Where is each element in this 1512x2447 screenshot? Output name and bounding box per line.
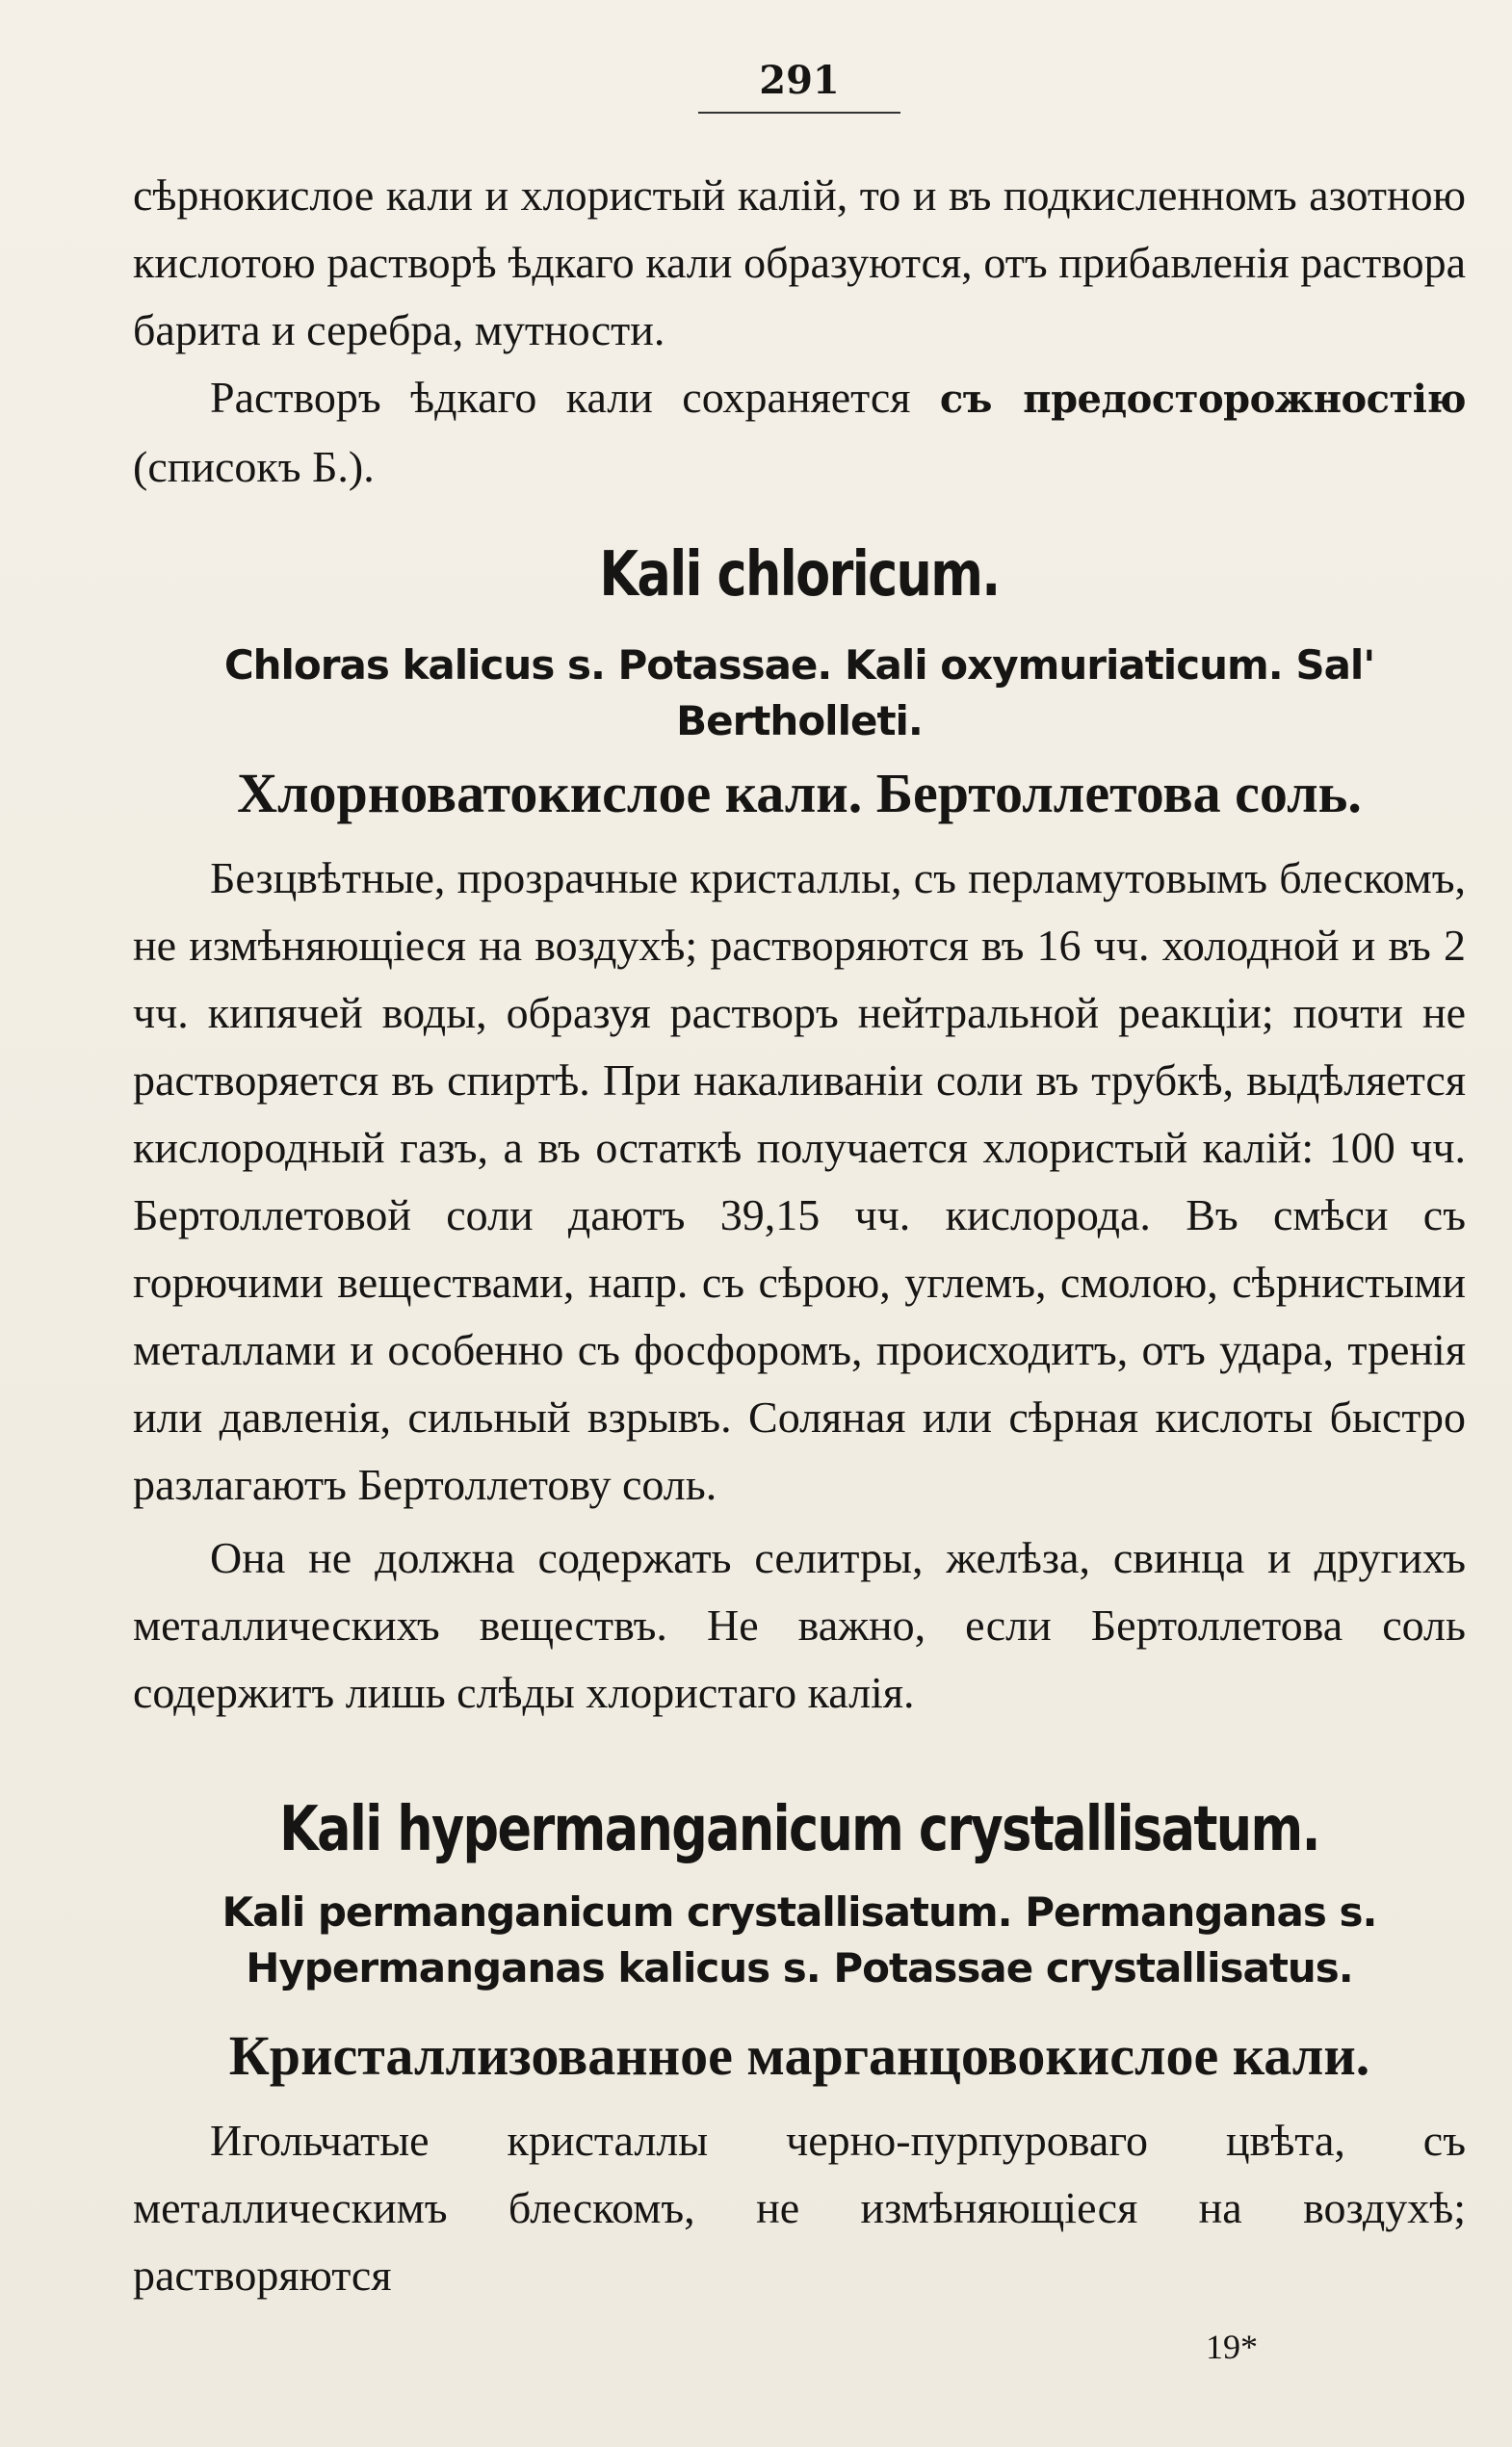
- section-synonyms-kali-chloricum: Chloras kalicus s. Potassae. Kali oxymuriaticum. Sal' Bertholleti.: [223, 641, 1375, 744]
- intro-paragraph-1: сѣрнокислое кали и хлористый калій, то и въ подкисленномъ азотною кислотою растворѣ ѣдкаго кали образуются, отъ прибавленія раствора барита и серебра, мутности.: [133, 170, 1466, 354]
- intro-paragraph-2: [133, 364, 1466, 501]
- section2-paragraph-1: Игольчатые кристаллы черно-пурпуроваго цвѣта, съ металлическимъ блескомъ, не измѣняющіеся на воздухѣ; растворяются: [133, 2116, 1466, 2300]
- page-content: [133, 162, 1466, 2309]
- section-title-kali-chloricum: Kali chloricum.: [599, 539, 1000, 611]
- section-ru-title-chloricum: Хлорноватокислое кали. Бертоллетова соль.: [237, 762, 1362, 824]
- intro-p2-emphasis: съ предосторожностію: [939, 377, 1466, 422]
- signature-mark: 19*: [1206, 2328, 1258, 2366]
- section1-paragraph-1: Безцвѣтные, прозрачные кристаллы, съ перламутовымъ блескомъ, не измѣняющіеся на воздухѣ; растворяются въ 16 чч. холодной и въ 2 чч. кипячей воды, образуя растворъ нейтральной реакціи; почти не растворяется въ спиртѣ. При накаливаніи соли въ трубкѣ, выдѣляется кислородный газъ, а въ остаткѣ получается хлористый калій: 100 чч. Бертоллетовой соли даютъ 39,15 чч. кислорода. Въ смѣси съ горючими веществами, напр. съ сѣрою, углемъ, смолою, сѣрнистыми металлами и особенно съ фосфоромъ, происходитъ, отъ удара, тренія или давленія, сильный взрывъ. Соляная или сѣрная кислоты быстро разлагаютъ Бертоллетову соль.: [133, 853, 1466, 1509]
- section-title-kali-hypermanganicum: Kali hypermanganicum crystallisatum.: [279, 1794, 1319, 1865]
- intro-p2-end: (списокъ Б.).: [133, 442, 375, 491]
- section-synonyms-kali-hypermanganicum: Kali permanganicum crystallisatum. Permanganas s. Hypermanganas kalicus s. Potassae crystallisatus.: [222, 1888, 1377, 1991]
- section-ru-title-hypermanganicum: Кристаллизованное марганцовокислое кали.: [228, 2024, 1370, 2087]
- page-number: 291: [759, 58, 840, 103]
- intro-p2-start: Растворъ ѣдкаго кали сохраняется: [210, 373, 911, 422]
- section1-paragraph-2: Она не должна содержать селитры, желѣза, свинца и другихъ металлическихъ веществъ. Не важно, если Бертоллетова соль содержитъ лишь слѣды хлористаго калія.: [133, 1533, 1466, 1717]
- header-rule: [698, 112, 900, 114]
